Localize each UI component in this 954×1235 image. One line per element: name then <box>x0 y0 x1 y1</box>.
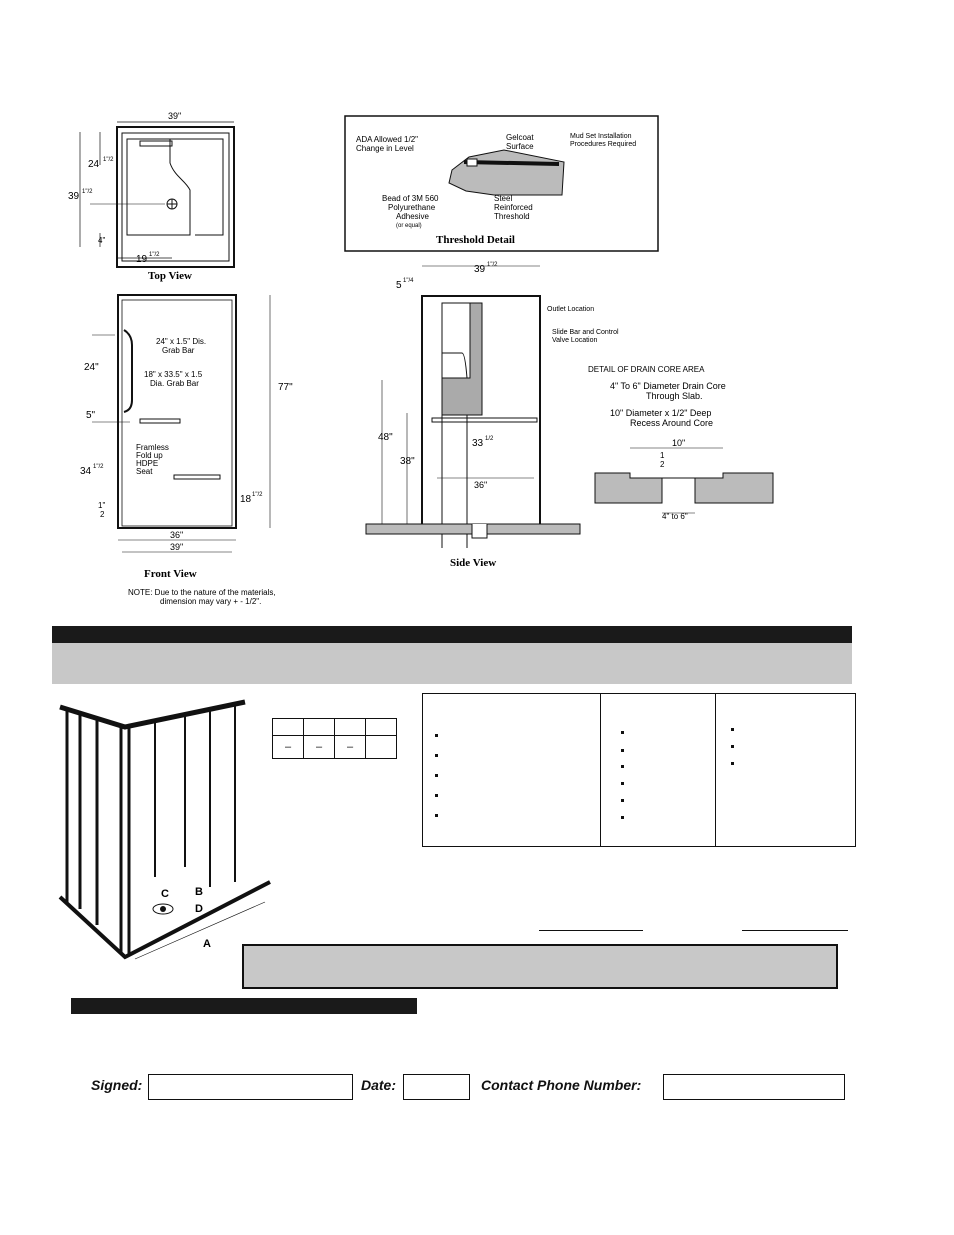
front-note-line-1: NOTE: Due to the nature of the materials, <box>128 588 276 597</box>
front-grab1-label-2: Grab Bar <box>162 346 195 355</box>
notice-box <box>242 944 838 989</box>
blank-line <box>742 930 848 931</box>
bullet <box>621 782 624 785</box>
options-divider <box>600 694 601 846</box>
threshold-bead-label-2: Polyurethane <box>388 203 436 212</box>
side-view-title: Side View <box>450 557 497 569</box>
front-dim-18: 18 <box>240 494 252 505</box>
threshold-mud-label-2: Procedures Required <box>570 141 637 148</box>
top-view-drawing <box>60 105 240 285</box>
side-dim-48: 48" <box>378 432 393 443</box>
front-view-drawing <box>70 290 310 610</box>
bullet <box>731 745 734 748</box>
table-cell <box>366 736 397 759</box>
top-seat-frac: 1"/2 <box>103 157 114 163</box>
side-width-label: 39 <box>474 264 486 275</box>
front-seat-label-4: Seat <box>136 467 153 476</box>
front-grab2-label: 18" x 33.5" x 1.5 <box>144 370 203 379</box>
front-dim-36: 36" <box>170 530 184 540</box>
bullet <box>621 765 624 768</box>
top-seat-label: 24 <box>88 159 100 170</box>
frame-label-d: D <box>195 903 203 915</box>
side-dim-36: 36" <box>474 480 488 490</box>
threshold-detail-drawing <box>344 115 660 253</box>
date-label: Date: <box>361 1077 397 1093</box>
threshold-mud-label: Mud Set Installation <box>570 133 632 140</box>
side-top-label: 5 <box>396 280 402 291</box>
side-top-frac: 1"/4 <box>403 278 414 284</box>
side-outlet-label: Outlet Location <box>547 306 595 313</box>
top-bottom-label: 4" <box>98 236 106 245</box>
signature-section-bar <box>71 998 417 1014</box>
top-drain-label: 19 <box>136 254 148 265</box>
section-header-bar <box>52 626 852 643</box>
table-cell <box>366 719 397 736</box>
threshold-bead-label-3: Adhesive <box>396 212 429 221</box>
front-grab2-label-2: Dia. Grab Bar <box>150 379 199 388</box>
front-dim-24: 24" <box>84 362 99 373</box>
side-dim-33: 33 <box>472 438 484 449</box>
signature-row <box>0 1074 954 1102</box>
bullet <box>731 728 734 731</box>
blank-line <box>539 930 643 931</box>
frame-label-c: C <box>161 888 169 900</box>
bullet <box>621 749 624 752</box>
frame-label-a: A <box>203 938 211 950</box>
table-cell: – <box>273 736 304 759</box>
options-divider <box>715 694 716 846</box>
date-field[interactable] <box>403 1074 470 1100</box>
side-width-frac: 1"/2 <box>487 262 498 268</box>
threshold-ada-label-2: Change in Level <box>356 144 414 153</box>
top-drain-frac: 1"/2 <box>149 252 160 258</box>
side-dim-38: 38" <box>400 456 415 467</box>
threshold-steel-label-2: Reinforced <box>494 203 533 212</box>
front-note-line-2: dimension may vary + - 1/2". <box>160 597 262 606</box>
bullet <box>621 816 624 819</box>
table-cell <box>304 719 335 736</box>
table-row <box>273 736 397 759</box>
bullet <box>435 754 438 757</box>
front-dim-18-frac: 1"/2 <box>252 492 263 498</box>
drain-dim-10: 10" <box>672 438 686 448</box>
frame-label-b: B <box>195 886 203 898</box>
front-dim-77: 77" <box>278 382 293 393</box>
table-cell <box>273 719 304 736</box>
side-dim-33-frac: 1/2 <box>485 436 494 442</box>
drain-core-detail <box>580 360 780 530</box>
top-depth-frac: 1"/2 <box>82 189 93 195</box>
threshold-gelcoat-label-2: Surface <box>506 142 534 151</box>
drain-line-2: Through Slab. <box>646 391 703 401</box>
front-seat-label: Framless <box>136 443 169 452</box>
dimension-table <box>272 718 397 759</box>
phone-field[interactable] <box>663 1074 845 1100</box>
bullet <box>435 794 438 797</box>
table-cell <box>335 719 366 736</box>
front-dim-39: 39" <box>170 542 184 552</box>
threshold-detail-title: Threshold Detail <box>436 234 515 246</box>
bullet <box>621 731 624 734</box>
side-slide-label: Slide Bar and Control <box>552 329 619 336</box>
front-grab1-label: 24" x 1.5" Dis. <box>156 337 207 346</box>
table-row <box>273 719 397 736</box>
options-box <box>422 693 856 847</box>
front-dim-34-frac: 1"/2 <box>93 464 104 470</box>
threshold-steel-label: Steel <box>494 194 513 203</box>
signed-label: Signed: <box>91 1077 143 1093</box>
front-seat-label-2: Fold up <box>136 451 163 460</box>
bullet <box>621 799 624 802</box>
drain-line-4: Recess Around Core <box>630 418 714 428</box>
front-view-title: Front View <box>144 568 197 580</box>
front-dim-1-frac: 2 <box>100 510 105 519</box>
drain-dim-half-den: 2 <box>660 460 665 469</box>
top-depth-label: 39 <box>68 191 80 202</box>
bullet <box>435 734 438 737</box>
threshold-bead-label: Bead of 3M 560 <box>382 194 439 203</box>
signed-field[interactable] <box>148 1074 353 1100</box>
top-width-label: 39" <box>168 111 182 121</box>
bullet <box>731 762 734 765</box>
bullet <box>435 814 438 817</box>
threshold-bead-label-4: (or equal) <box>396 223 422 229</box>
front-dim-5: 5" <box>86 410 96 421</box>
front-dim-1: 1" <box>98 501 106 510</box>
table-cell: – <box>304 736 335 759</box>
drain-dim-4-6: 4" to 6" <box>662 512 688 521</box>
threshold-gelcoat-label: Gelcoat <box>506 133 534 142</box>
bullet <box>435 774 438 777</box>
drain-line-3: 10" Diameter x 1/2" Deep <box>610 408 712 418</box>
threshold-ada-label: ADA Allowed 1/2" <box>356 135 418 144</box>
top-view-title: Top View <box>148 270 192 282</box>
drain-dim-half-num: 1 <box>660 451 665 460</box>
drain-line-1: 4" To 6" Diameter Drain Core <box>610 381 726 391</box>
drain-heading: DETAIL OF DRAIN CORE AREA <box>588 365 705 374</box>
threshold-steel-label-3: Threshold <box>494 212 530 221</box>
section-subheader-bar <box>52 643 852 684</box>
table-cell: – <box>335 736 366 759</box>
front-seat-label-3: HDPE <box>136 459 159 468</box>
front-dim-34: 34 <box>80 466 92 477</box>
side-slide-label-2: Valve Location <box>552 337 598 344</box>
wall-framing-drawing <box>55 697 275 977</box>
phone-label: Contact Phone Number: <box>481 1077 642 1093</box>
